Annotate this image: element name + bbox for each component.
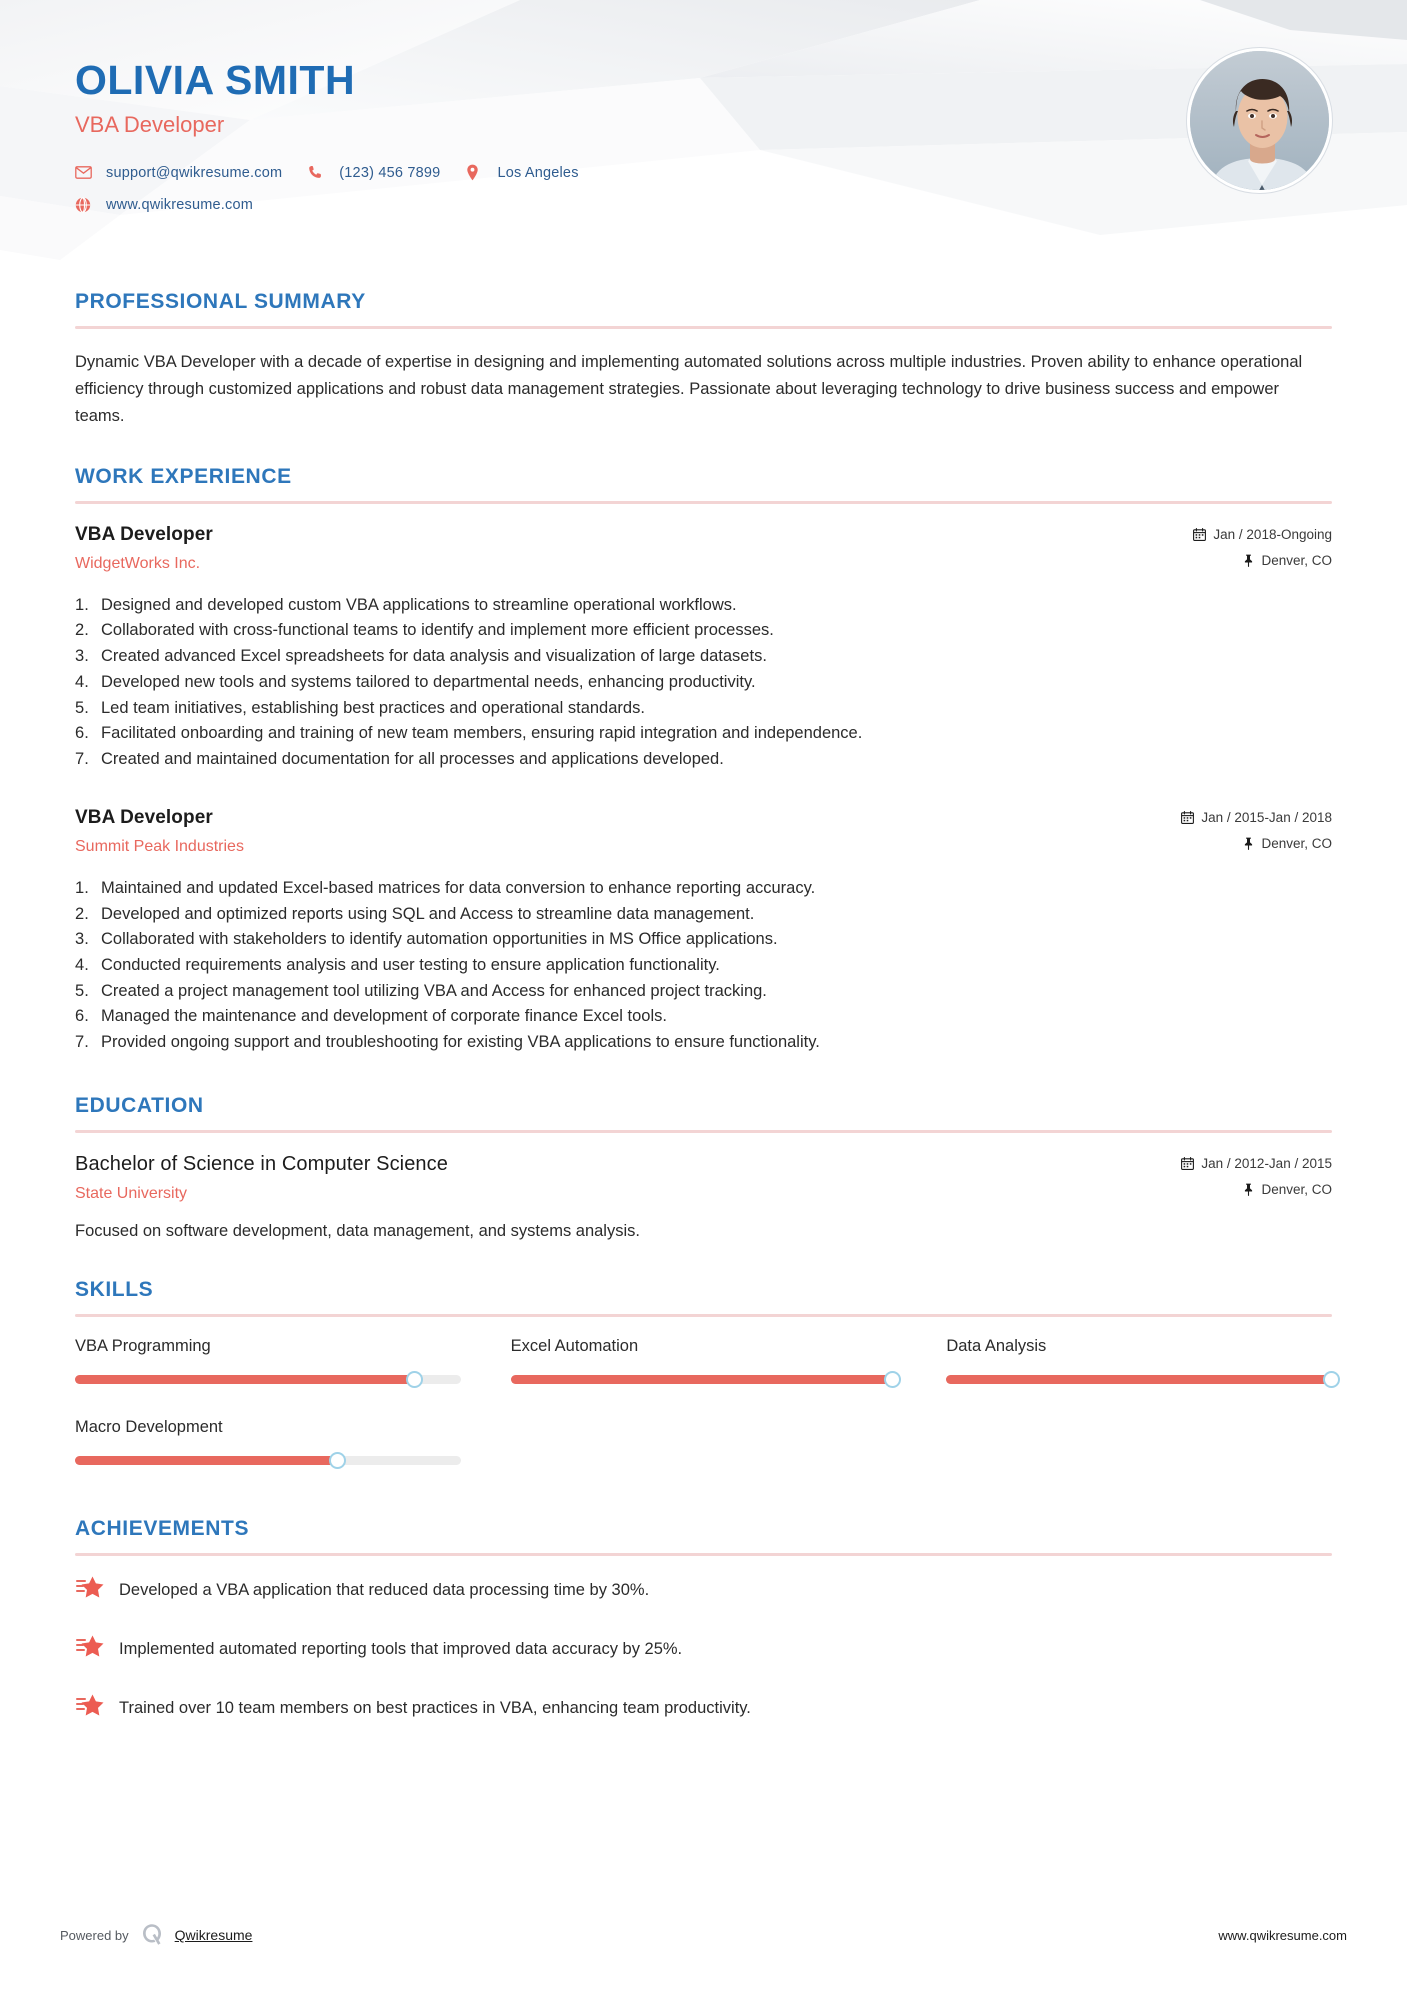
- job-date-text: Jan / 2015-Jan / 2018: [1201, 809, 1332, 825]
- list-item: Facilitated onboarding and training of new team members, ensuring rapid integration and independence.: [101, 724, 863, 743]
- list-item: Created a project management tool utilizing VBA and Access for enhanced project tracking.: [101, 981, 767, 1000]
- job-location-text: Denver, CO: [1261, 552, 1332, 568]
- skill-label: Macro Development: [75, 1418, 223, 1437]
- achievement-item: [75, 1635, 1332, 1666]
- list-item: Created and maintained documentation for all processes and applications developed.: [101, 750, 724, 769]
- job-responsibility-list: [75, 593, 1332, 773]
- map-pin-icon: [466, 164, 488, 181]
- skill-item: [75, 1418, 461, 1477]
- contact-block: [75, 164, 1332, 213]
- entry-header: [75, 807, 1332, 862]
- job-date-text: Jan / 2018-Ongoing: [1213, 526, 1332, 542]
- list-item: Developed and optimized reports using SQL and Access to streamline data management.: [101, 904, 755, 923]
- section-education: [75, 1094, 1332, 1244]
- contact-location-text: Los Angeles: [497, 164, 579, 181]
- push-pin-icon: [1243, 837, 1254, 850]
- company-name: Summit Peak Industries: [75, 837, 244, 855]
- contact-email-text: support@qwikresume.com: [106, 164, 283, 181]
- skill-knob[interactable]: [1323, 1371, 1340, 1388]
- push-pin-icon: [1243, 554, 1254, 567]
- phone-icon: [308, 165, 330, 180]
- education-location-text: Denver, CO: [1261, 1181, 1332, 1197]
- list-item: Designed and developed custom VBA applications to streamline operational workflows.: [101, 595, 737, 614]
- education-entry: [75, 1153, 1332, 1244]
- contact-website-text: www.qwikresume.com: [106, 197, 254, 214]
- list-item: Provided ongoing support and troubleshooting for existing VBA applications to ensure functionality.: [101, 1033, 820, 1052]
- skill-label: Data Analysis: [946, 1337, 1047, 1356]
- list-item: Created advanced Excel spreadsheets for data analysis and visualization of large datasets.: [101, 647, 767, 666]
- skill-item: [946, 1337, 1332, 1396]
- section-divider: [75, 501, 1332, 504]
- achievement-text: Implemented automated reporting tools that improved data accuracy by 25%.: [119, 1640, 683, 1659]
- contact-email[interactable]: [75, 165, 282, 181]
- list-item: Collaborated with stakeholders to identify automation opportunities in MS Office applications.: [101, 930, 778, 949]
- section-divider: [75, 1553, 1332, 1556]
- skill-knob[interactable]: [884, 1371, 901, 1388]
- job-location: [1181, 836, 1332, 851]
- section-work-experience: [75, 465, 1332, 1056]
- section-title-achievements: ACHIEVEMENTS: [75, 1517, 250, 1541]
- page-footer: [60, 1922, 1347, 1948]
- footer-powered-label: Powered by: [60, 1927, 129, 1943]
- education-location: [1181, 1182, 1332, 1197]
- list-item: Managed the maintenance and development of corporate finance Excel tools.: [101, 1007, 667, 1026]
- education-description: Focused on software development, data management, and systems analysis.: [75, 1221, 640, 1240]
- envelope-icon: [75, 166, 97, 179]
- star-badge-icon: [75, 1574, 109, 1607]
- calendar-icon: [1181, 811, 1194, 824]
- entry-identity: [75, 524, 1193, 573]
- skill-slider[interactable]: [75, 1375, 461, 1384]
- list-item: Maintained and updated Excel-based matrices for data conversion to enhance reporting accuracy.: [101, 878, 816, 897]
- contact-row-secondary: [75, 197, 1332, 213]
- candidate-name: OLIVIA SMITH: [75, 57, 356, 103]
- section-title-skills: SKILLS: [75, 1278, 154, 1302]
- job-responsibility-list: [75, 876, 1332, 1056]
- summary-text: Dynamic VBA Developer with a decade of expertise in designing and implementing automated solutions across multiple industries. Proven ability to enhance operational efficiency through customized applications and robust data management strategies. Passionate about leveraging technology to drive business success and empower teams.: [75, 353, 1303, 426]
- star-badge-icon: [75, 1633, 109, 1666]
- job-title: VBA Developer: [75, 523, 213, 545]
- section-achievements: [75, 1517, 1332, 1725]
- list-item: Collaborated with cross-functional teams to identify and implement more efficient processes.: [101, 621, 774, 640]
- section-title-experience: WORK EXPERIENCE: [75, 464, 292, 488]
- achievement-text: Developed a VBA application that reduced data processing time by 30%.: [119, 1581, 650, 1600]
- entry-header: [75, 1153, 1332, 1208]
- section-title-education: EDUCATION: [75, 1093, 204, 1117]
- push-pin-icon: [1243, 1183, 1254, 1196]
- entry-identity: [75, 1153, 1181, 1203]
- entry-meta: [1181, 807, 1332, 862]
- entry-header: [75, 524, 1332, 579]
- footer-brand-link[interactable]: Qwikresume: [174, 1927, 253, 1943]
- skill-fill: [511, 1375, 893, 1384]
- contact-phone[interactable]: [308, 165, 440, 181]
- job-title: VBA Developer: [75, 806, 213, 828]
- job-date: [1181, 810, 1332, 825]
- school-name: State University: [75, 1184, 188, 1202]
- achievement-item: [75, 1694, 1332, 1725]
- section-skills: [75, 1278, 1332, 1477]
- skill-slider[interactable]: [511, 1375, 897, 1384]
- skill-item: [511, 1337, 897, 1396]
- job-location-text: Denver, CO: [1261, 835, 1332, 851]
- skill-knob[interactable]: [406, 1371, 423, 1388]
- contact-phone-text: (123) 456 7899: [339, 164, 441, 181]
- job-location: [1193, 553, 1332, 568]
- avatar: [1187, 48, 1332, 193]
- skills-grid: [75, 1337, 1332, 1477]
- skill-fill: [75, 1375, 414, 1384]
- company-name: WidgetWorks Inc.: [75, 554, 201, 572]
- skill-slider[interactable]: [946, 1375, 1332, 1384]
- list-item: Led team initiatives, establishing best practices and operational standards.: [101, 698, 645, 717]
- globe-icon: [75, 197, 97, 213]
- section-title-summary: PROFESSIONAL SUMMARY: [75, 290, 366, 313]
- experience-entry: [75, 807, 1332, 1056]
- resume-header: [75, 0, 1332, 290]
- star-badge-icon: [75, 1692, 109, 1725]
- calendar-icon: [1193, 528, 1206, 541]
- degree-title: Bachelor of Science in Computer Science: [75, 1152, 448, 1175]
- skill-item: [75, 1337, 461, 1396]
- skill-fill: [946, 1375, 1332, 1384]
- entry-meta: [1193, 524, 1332, 579]
- skill-knob[interactable]: [329, 1452, 346, 1469]
- achievement-item: [75, 1576, 1332, 1607]
- contact-location: [466, 164, 578, 181]
- education-date-text: Jan / 2012-Jan / 2015: [1201, 1155, 1332, 1171]
- contact-row-primary: [75, 164, 1332, 181]
- entry-meta: [1181, 1153, 1332, 1208]
- section-divider: [75, 1130, 1332, 1133]
- job-date: [1193, 527, 1332, 542]
- qwikresume-q-logo-icon: [139, 1922, 165, 1948]
- list-item: Developed new tools and systems tailored to departmental needs, enhancing productivity.: [101, 672, 756, 691]
- skill-label: Excel Automation: [510, 1337, 639, 1356]
- candidate-role: VBA Developer: [75, 112, 225, 138]
- footer-branding: [60, 1922, 252, 1948]
- achievement-text: Trained over 10 team members on best practices in VBA, enhancing team productivity.: [119, 1699, 751, 1718]
- skill-label: VBA Programming: [75, 1337, 211, 1356]
- section-divider: [75, 326, 1332, 329]
- section-divider: [75, 1314, 1332, 1317]
- skill-slider[interactable]: [75, 1456, 461, 1465]
- skill-fill: [75, 1456, 337, 1465]
- list-item: Conducted requirements analysis and user testing to ensure application functionality.: [101, 956, 720, 974]
- section-professional-summary: [75, 290, 1332, 431]
- entry-identity: [75, 807, 1181, 856]
- education-date: [1181, 1156, 1332, 1171]
- contact-website[interactable]: [75, 197, 253, 213]
- calendar-icon: [1181, 1157, 1194, 1170]
- experience-entry: [75, 524, 1332, 773]
- footer-url[interactable]: www.qwikresume.com: [1218, 1927, 1347, 1943]
